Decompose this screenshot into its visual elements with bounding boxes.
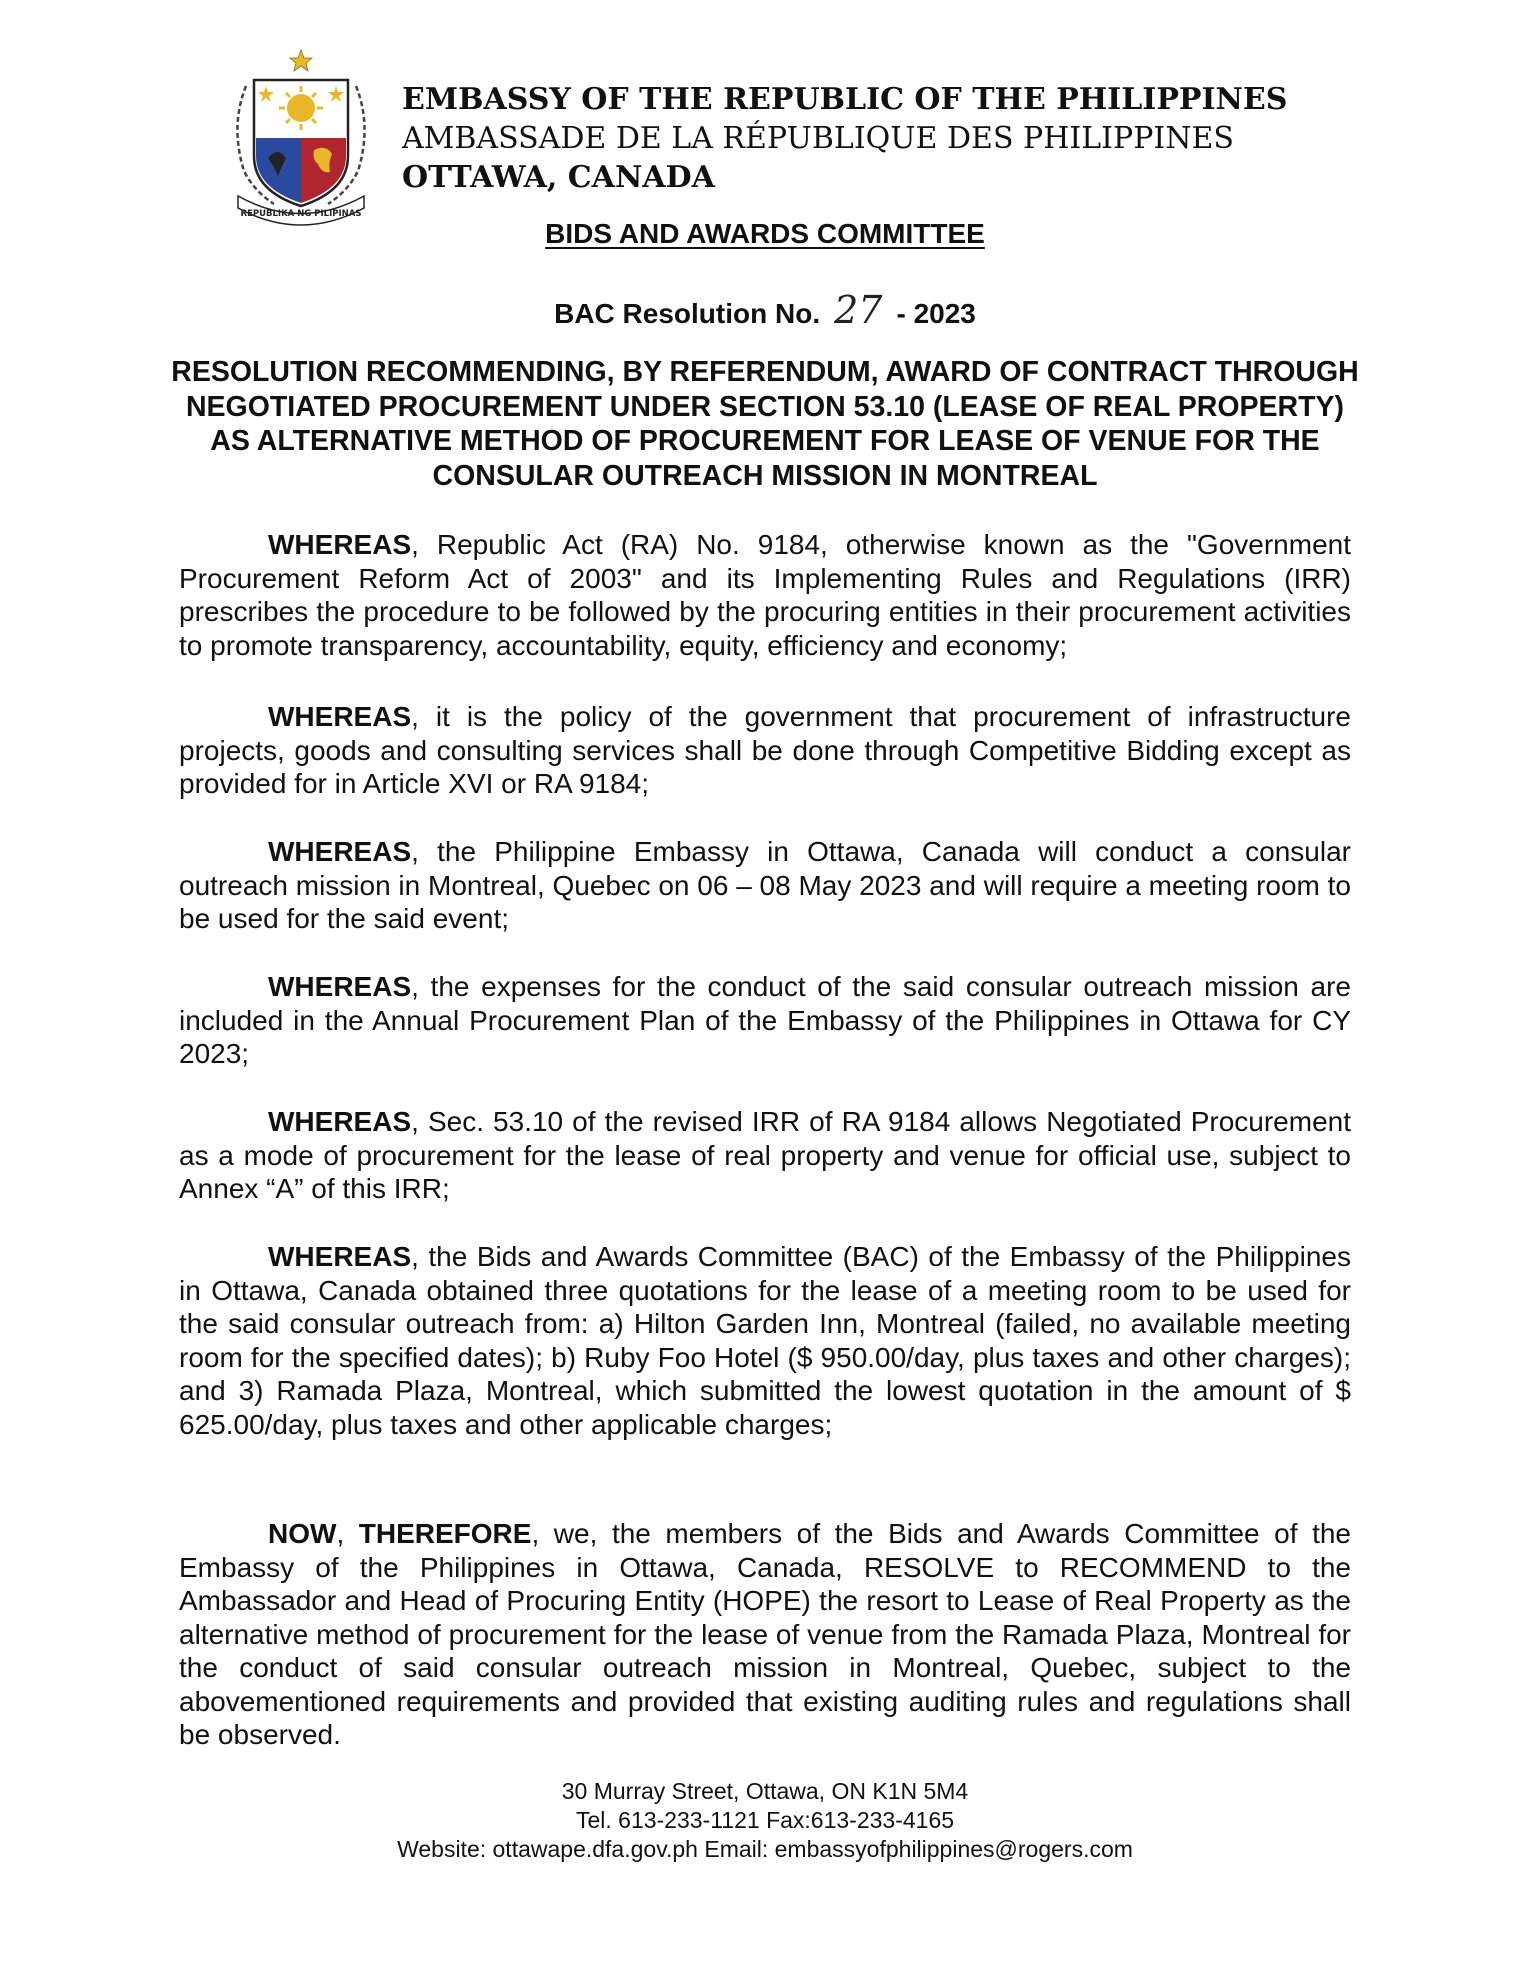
philippine-coat-of-arms-seal — [226, 46, 376, 228]
whereas-paragraph — [179, 970, 1351, 1071]
committee-heading: BIDS AND AWARDS COMMITTEE — [545, 218, 985, 249]
whereas-paragraph — [179, 1105, 1351, 1206]
lead-separator: , — [336, 1518, 359, 1549]
footer-contact — [0, 1777, 1530, 1864]
paragraph-text: , Sec. 53.10 of the revised IRR of RA 9184 allows Negotiated Procurement as a mode of procurement for the lease of real property and venue for official use, subject to Annex “A” of this IRR; — [179, 1106, 1351, 1204]
paragraph-text: , Republic Act (RA) No. 9184, otherwise known as the "Government Procurement Reform Act of 2003" and its Implementing Rules and Regulations (IRR) prescribes the procedure to be followed by the procuring entities in their procurement activities to promote transparency, accountability, equity, efficiency and economy; — [179, 529, 1351, 661]
footer-address: 30 Murray Street, Ottawa, ON K1N 5M4 — [561, 1778, 969, 1804]
letterhead-location: OTTAWA, CANADA — [402, 160, 715, 195]
svg-text:REPUBLIKA NG PILIPINAS: REPUBLIKA NG PILIPINAS — [240, 209, 362, 219]
footer-phone-fax: Tel. 613-233-1121 Fax:613-233-4165 — [575, 1807, 955, 1833]
whereas-lead: WHEREAS — [268, 701, 412, 732]
therefore-lead: THEREFORE — [358, 1518, 532, 1549]
paragraph-text: , it is the policy of the government that procurement of infrastructure projects, goods and consulting services shall be done through Competitive Bidding except as provided for in Article XVI or RA 9184; — [179, 701, 1351, 799]
coat-of-arms-icon — [226, 46, 376, 228]
whereas-lead: WHEREAS — [268, 971, 412, 1002]
whereas-lead: WHEREAS — [268, 836, 412, 867]
whereas-lead: WHEREAS — [268, 529, 412, 560]
whereas-paragraph — [179, 1240, 1351, 1441]
letterhead — [402, 80, 1287, 197]
paragraph-text: , the Bids and Awards Committee (BAC) of the Embassy of the Philippines in Ottawa, Canada obtained three quotations for the lease of a meeting room to be used for the said consular outreach from: a) Hilton Garden Inn, Montreal (failed, no available meeting room for the specified dates); b) Ruby Foo Hotel ($ 950.00/day, plus taxes and other charges); and 3) Ramada Plaza, Montreal, which submitted the lowest quotation in the amount of $ 625.00/day, plus taxes and other applicable charges; — [179, 1241, 1351, 1440]
resolution-prefix: BAC Resolution No. — [554, 298, 821, 329]
paragraph-text: , we, the members of the Bids and Awards Committee of the Embassy of the Philippines in Ottawa, Canada, RESOLVE to RECOMMEND to the Ambassador and Head of Procuring Entity (HOPE) the resort to Lease of Real Property as the alternative method of procurement for the lease of venue from the Ramada Plaza, Montreal for the conduct of said consular outreach mission in Montreal, Quebec, subject to the abovementioned requirements and provided that existing auditing rules and regulations shall be observed. — [179, 1518, 1352, 1750]
resolve-paragraph — [179, 1517, 1351, 1752]
whereas-paragraph — [179, 700, 1351, 801]
whereas-paragraph — [179, 835, 1351, 936]
letterhead-embassy-english: EMBASSY OF THE REPUBLIC OF THE PHILIPPINES — [402, 82, 1288, 117]
paragraph-text: , the Philippine Embassy in Ottawa, Canada will conduct a consular outreach mission in Montreal, Quebec on 06 – 08 May 2023 and will require a meeting room to be used for the said event; — [179, 836, 1351, 934]
resolution-title: RESOLUTION RECOMMENDING, BY REFERENDUM, AWARD OF CONTRACT THROUGH NEGOTIATED PROCUREMENT UNDER SECTION 53.10 (LEASE OF REAL PROPERTY) AS ALTERNATIVE METHOD OF PROCUREMENT FOR LEASE OF VENUE FOR THE CONSULAR OUTREACH MISSION IN MONTREAL — [171, 356, 1359, 492]
paragraph-text: , the expenses for the conduct of the said consular outreach mission are included in the Annual Procurement Plan of the Embassy of the Philippines in Ottawa for CY 2023; — [179, 971, 1351, 1069]
whereas-lead: WHEREAS — [268, 1106, 412, 1137]
resolution-number-handwritten: 27 — [834, 288, 883, 332]
now-lead: NOW — [268, 1518, 337, 1549]
whereas-paragraph — [179, 528, 1351, 662]
letterhead-embassy-french: AMBASSADE DE LA RÉPUBLIQUE DES PHILIPPINES — [402, 121, 1234, 156]
footer-website-email: Website: ottawape.dfa.gov.ph Email: embassyofphilippines@rogers.com — [397, 1836, 1133, 1862]
resolution-number-line — [0, 288, 1530, 332]
whereas-lead: WHEREAS — [268, 1241, 412, 1272]
resolution-year: - 2023 — [896, 298, 976, 329]
